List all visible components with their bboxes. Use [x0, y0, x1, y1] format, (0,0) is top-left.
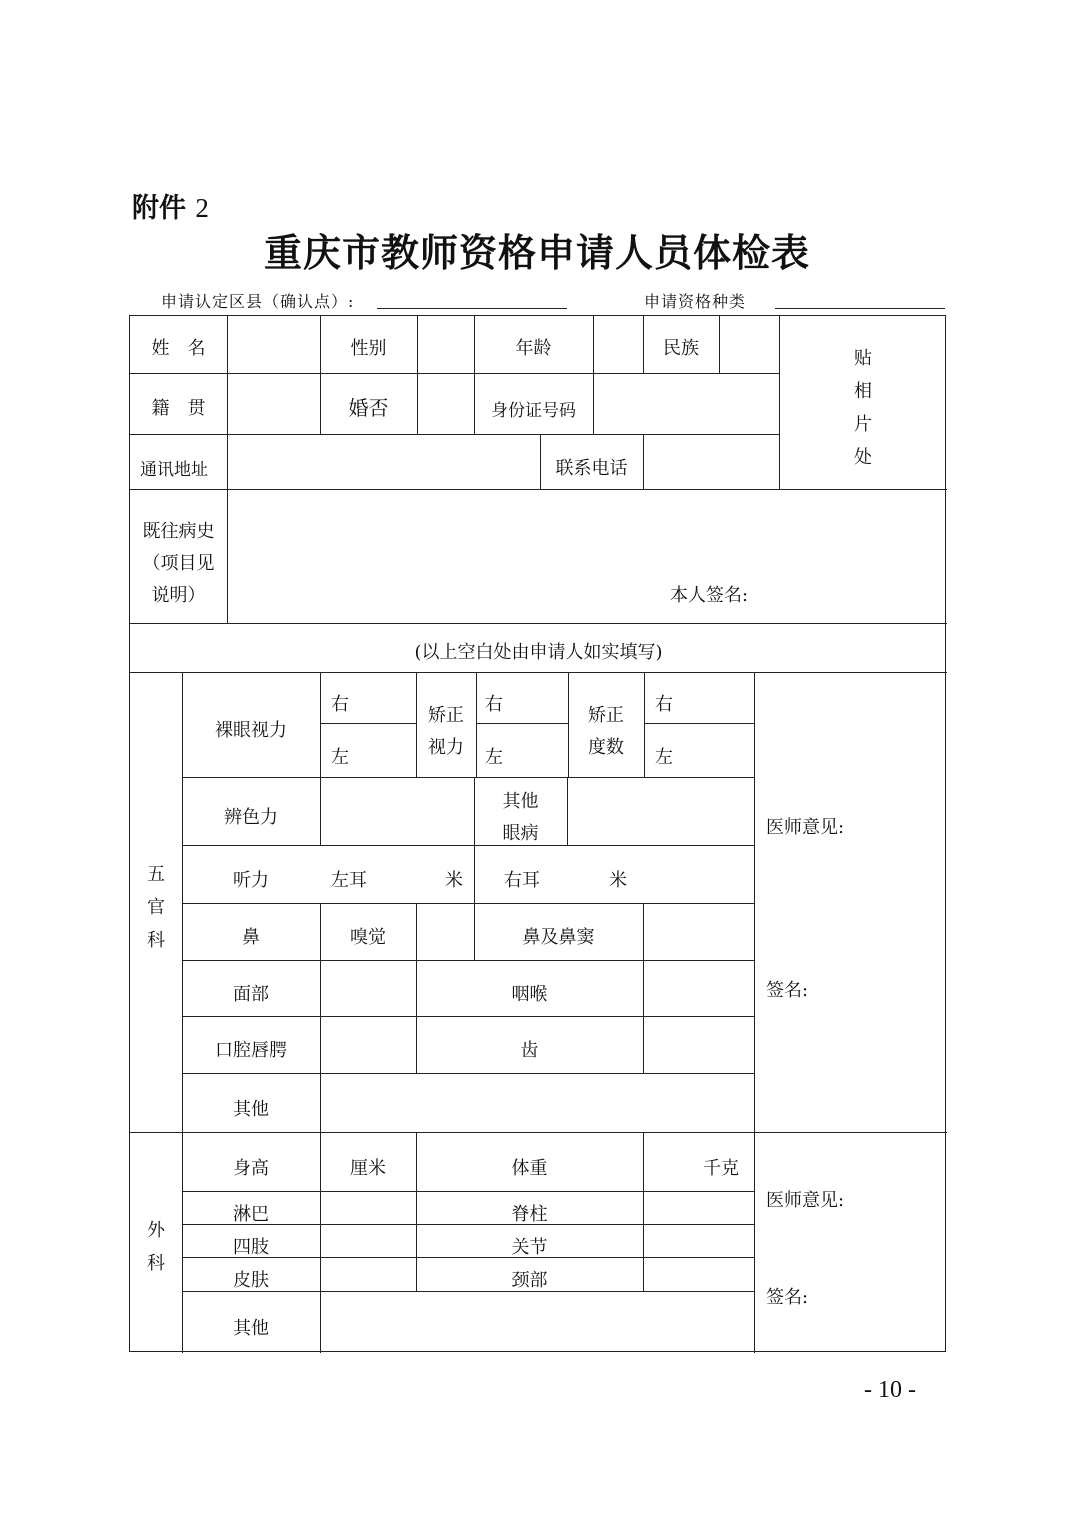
section-char: 外 [147, 1220, 165, 1241]
waike-doctor-opinion: 医师意见: [766, 1190, 845, 1211]
degree-left-label: 左 [655, 747, 673, 768]
right-ear-label: 右耳 [504, 870, 540, 891]
section-char: 官 [147, 897, 165, 918]
marital-label: 婚否 [348, 396, 389, 420]
corrected-vision-line: 视力 [428, 737, 464, 758]
correction-degree-line: 矫正 [588, 705, 624, 726]
neck-label: 颈部 [511, 1270, 548, 1291]
left-ear-label: 左耳 [331, 870, 367, 891]
section-char: 五 [147, 864, 165, 885]
left-ear-unit: 米 [445, 870, 463, 891]
joints-label: 关节 [511, 1237, 548, 1258]
weight-label: 体重 [511, 1158, 548, 1179]
naked-right-label: 右 [331, 694, 349, 715]
sinus-label: 鼻及鼻窦 [522, 927, 595, 948]
weight-unit: 千克 [703, 1158, 739, 1179]
degree-right-label: 右 [655, 694, 673, 715]
hearing-label: 听力 [233, 870, 269, 891]
qualification-label: 申请资格种类 [644, 292, 747, 311]
spine-label: 脊柱 [511, 1204, 548, 1225]
native-place-label: 籍 贯 [151, 398, 206, 419]
waike-doctor-sign: 签名: [766, 1287, 809, 1308]
height-label: 身高 [233, 1158, 269, 1179]
photo-placeholder[interactable] [848, 342, 878, 474]
history-line: 既往病史 [142, 521, 215, 542]
attachment-number: 2 [195, 193, 209, 223]
applicant-signature-label: 本人签名: [670, 585, 749, 606]
smell-label: 嗅觉 [350, 927, 386, 948]
correction-degree-line: 度数 [588, 737, 624, 758]
nose-label: 鼻 [242, 927, 260, 948]
waike-section-label [141, 1214, 171, 1280]
history-line: 说明） [151, 585, 206, 606]
teeth-label: 齿 [520, 1040, 539, 1061]
attachment-label [132, 186, 209, 225]
wuguan-doctor-sign: 签名: [766, 980, 809, 1001]
right-ear-unit: 米 [609, 870, 627, 891]
other-eye-line: 眼病 [502, 823, 539, 844]
height-unit: 厘米 [350, 1158, 386, 1179]
attachment-text: 附件 [132, 193, 186, 224]
waike-other-label: 其他 [233, 1318, 269, 1339]
district-label: 申请认定区县（确认点）: [161, 292, 355, 311]
section-char: 科 [147, 930, 165, 951]
throat-label: 咽喉 [511, 984, 548, 1005]
corrected-left-label: 左 [485, 747, 503, 768]
lymph-label: 淋巴 [233, 1204, 269, 1225]
naked-left-label: 左 [331, 747, 349, 768]
limbs-label: 四肢 [233, 1237, 269, 1258]
wuguan-section-label [141, 858, 171, 957]
corrected-vision-line: 矫正 [428, 705, 464, 726]
corrected-vision-label [416, 700, 476, 764]
id-number-label: 身份证号码 [491, 401, 576, 421]
corrected-right-label: 右 [485, 694, 503, 715]
other-eye-line: 其他 [502, 791, 539, 812]
naked-vision-label: 裸眼视力 [215, 720, 287, 741]
photo-char: 相 [854, 381, 872, 402]
wuguan-doctor-opinion: 医师意见: [766, 817, 845, 838]
wuguan-other-label: 其他 [233, 1099, 269, 1120]
form-title: 重庆市教师资格申请人员体检表 [263, 230, 810, 275]
medical-exam-form-table [129, 315, 946, 1352]
correction-degree-label [568, 700, 644, 764]
oral-label: 口腔唇腭 [215, 1040, 287, 1061]
face-label: 面部 [233, 984, 269, 1005]
other-eye-label [474, 786, 567, 850]
ethnicity-label: 民族 [663, 338, 699, 359]
qualification-input-line[interactable] [775, 308, 945, 309]
address-label: 通讯地址 [140, 460, 208, 480]
medical-history-label [130, 516, 227, 612]
color-vision-label: 辨色力 [224, 807, 278, 828]
history-line: （项目见 [142, 553, 215, 574]
gender-label: 性别 [350, 338, 387, 359]
photo-char: 处 [854, 447, 872, 468]
phone-label: 联系电话 [555, 458, 628, 479]
photo-char: 片 [854, 414, 872, 435]
photo-char: 贴 [854, 348, 872, 369]
skin-label: 皮肤 [233, 1270, 269, 1291]
district-input-line[interactable] [377, 308, 567, 309]
section-char: 科 [147, 1253, 165, 1274]
age-label: 年龄 [515, 338, 552, 359]
name-label: 姓 名 [151, 338, 206, 359]
page-number: - 10 - [864, 1377, 916, 1403]
applicant-note: (以上空白处由申请人如实填写) [414, 642, 663, 663]
